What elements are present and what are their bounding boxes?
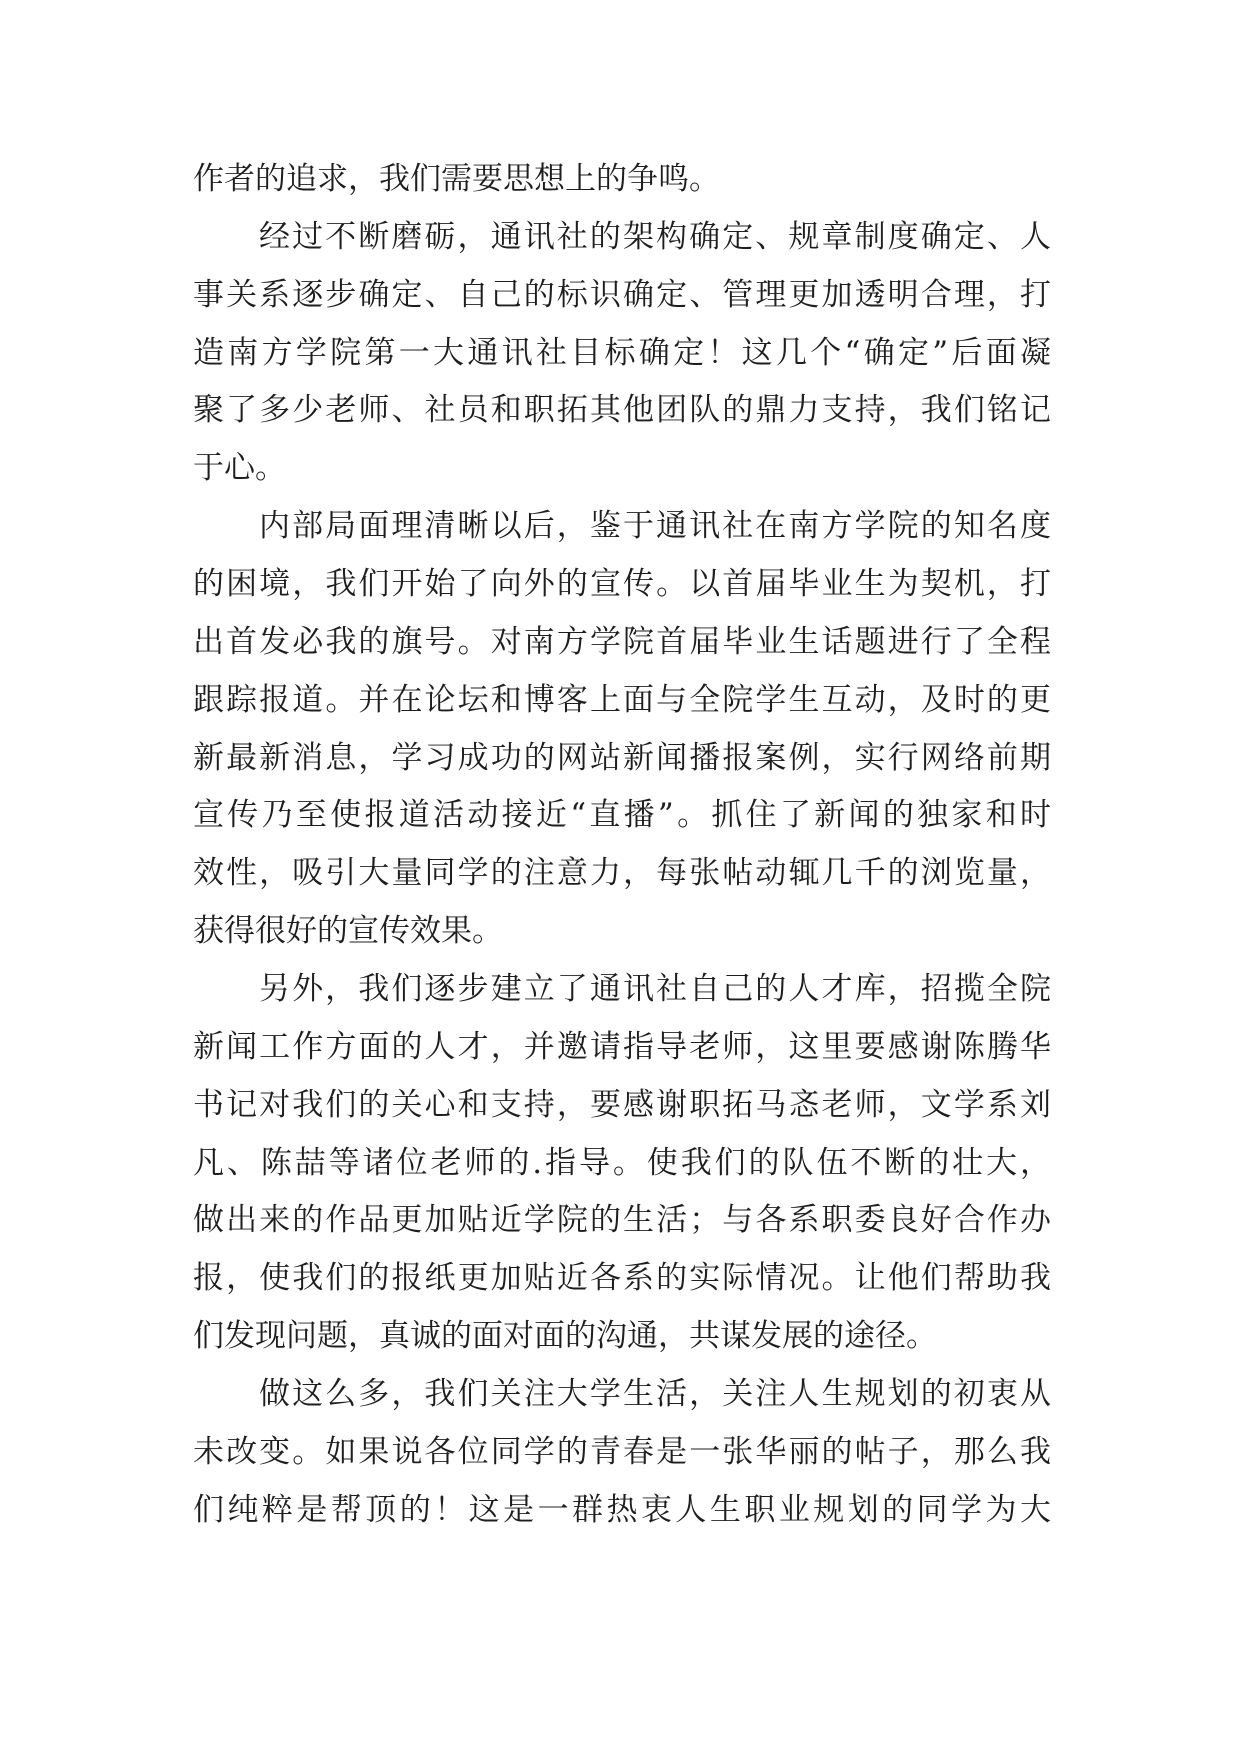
paragraph-3-line-5: 新最新消息，学习成功的网站新闻播报案例，实行网络前期: [193, 739, 1051, 776]
paragraph-3-line-6: 宣传乃至使报道活动接近“直播”。抓住了新闻的独家和时: [193, 797, 1051, 834]
paragraph-4-line-3: 书记对我们的关心和支持，要感谢职拓马忞老师，文学系刘: [193, 1086, 1051, 1123]
paragraph-2-line-2: 事关系逐步确定、自己的标识确定、管理更加透明合理，打: [193, 276, 1051, 313]
paragraph-4-line-7: 们发现问题，真诚的面对面的沟通，共谋发展的途径。: [193, 1318, 937, 1355]
paragraph-2: [193, 209, 1051, 498]
paragraph-3-line-8: 获得很好的宣传效果。: [193, 913, 503, 950]
paragraph-5-line-3: 们纯粹是帮顶的！这是一群热衷人生职业规划的同学为大: [193, 1491, 1051, 1528]
paragraph-5: [193, 1366, 1051, 1540]
paragraph-2-line-5: 于心。: [193, 450, 286, 487]
paragraph-5-line-2: 未改变。如果说各位同学的青春是一张华丽的帖子，那么我: [193, 1433, 1051, 1470]
paragraph-3-line-7: 效性，吸引大量同学的注意力，每张帖动辄几千的浏览量，: [193, 855, 1051, 892]
paragraph-3-line-4: 跟踪报道。并在论坛和博客上面与全院学生互动，及时的更: [193, 681, 1051, 718]
paragraph-4-line-5: 做出来的作品更加贴近学院的生活；与各系职委良好合作办: [193, 1202, 1051, 1239]
paragraph-3-line-3: 出首发必我的旗号。对南方学院首届毕业生话题进行了全程: [193, 623, 1051, 660]
paragraph-1: [193, 151, 1051, 209]
paragraph-4: [193, 961, 1051, 1366]
paragraph-3-line-1: 内部局面理清晰以后，鉴于通讯社在南方学院的知名度: [259, 508, 1051, 545]
paragraph-2-line-1: 经过不断磨砺，通讯社的架构确定、规章制度确定、人: [259, 218, 1051, 255]
paragraph-4-line-4: 凡、陈喆等诸位老师的.指导。使我们的队伍不断的壮大，: [193, 1144, 1051, 1181]
paragraph-2-line-4: 聚了多少老师、社员和职拓其他团队的鼎力支持，我们铭记: [193, 392, 1051, 429]
paragraph-4-line-2: 新闻工作方面的人才，并邀请指导老师，这里要感谢陈腾华: [193, 1028, 1051, 1065]
paragraph-3: [193, 498, 1051, 961]
paragraph-2-line-3: 造南方学院第一大通讯社目标确定！这几个“确定”后面凝: [193, 334, 1051, 371]
paragraph-4-line-1: 另外，我们逐步建立了通讯社自己的人才库，招揽全院: [259, 971, 1051, 1008]
paragraph-1-line-1: 作者的追求，我们需要思想上的争鸣。: [193, 161, 720, 197]
paragraph-4-line-6: 报，使我们的报纸更加贴近各系的实际情况。让他们帮助我: [193, 1260, 1051, 1297]
paragraph-5-line-1: 做这么多，我们关注大学生活，关注人生规划的初衷从: [259, 1376, 1051, 1413]
body-text: [193, 151, 1051, 1540]
paragraph-3-line-2: 的困境，我们开始了向外的宣传。以首届毕业生为契机，打: [193, 566, 1051, 603]
